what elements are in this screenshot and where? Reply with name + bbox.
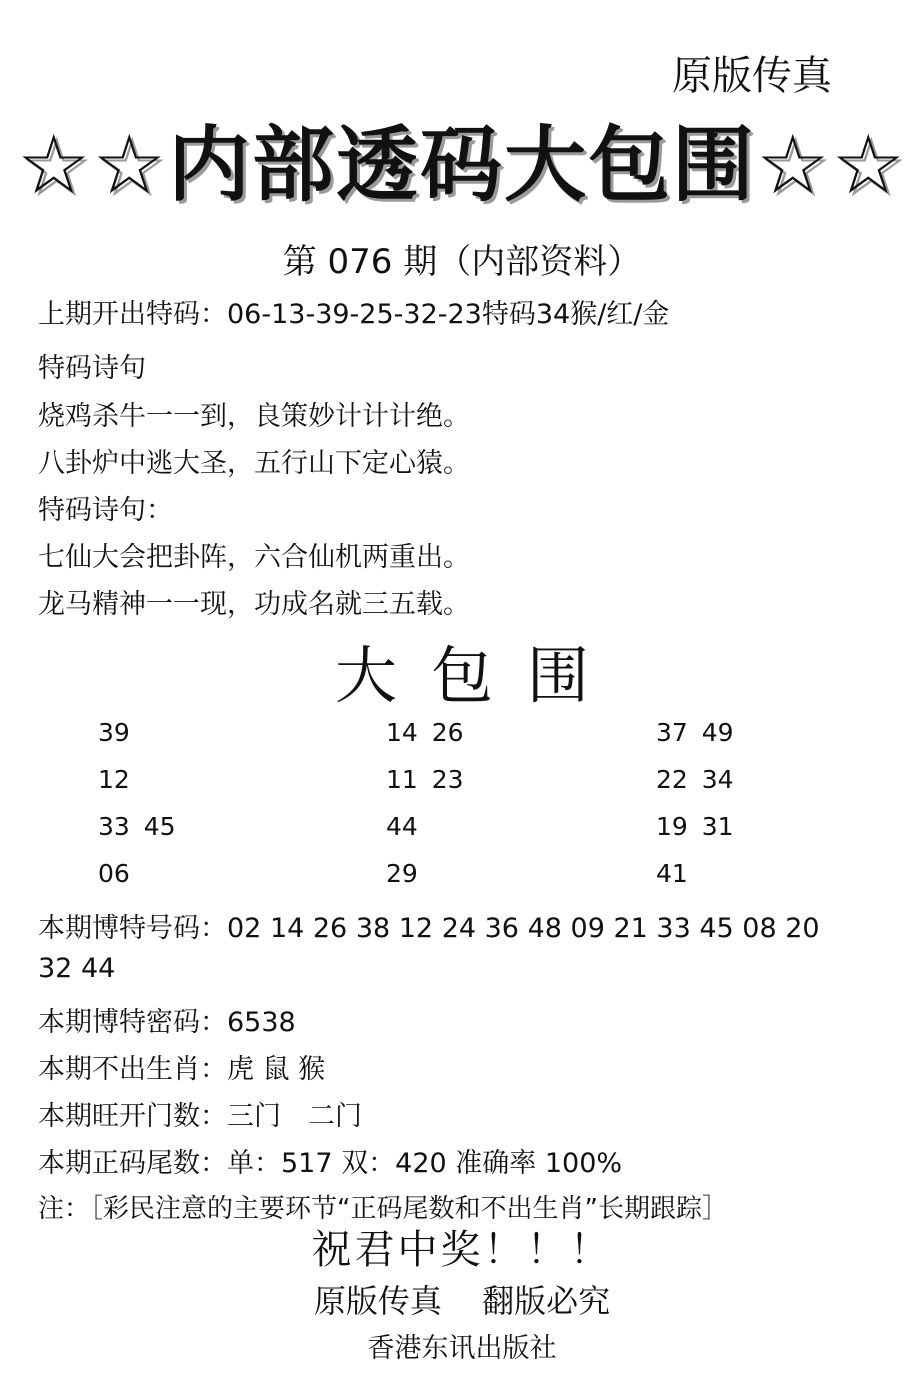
- grid-cell: 33 45: [98, 812, 176, 841]
- lucky-doors: 三门 二门: [227, 1101, 362, 1132]
- grid-cell: 37 49: [656, 718, 734, 747]
- secret-code-line: [38, 1000, 296, 1039]
- footer-line: [0, 1276, 924, 1322]
- tail-double: 双：420: [341, 1148, 447, 1179]
- grid-cell: 19 31: [656, 812, 734, 841]
- grid-cell: 12: [98, 765, 130, 794]
- excluded-zodiac-line: [38, 1047, 325, 1086]
- section-title: 大包围: [334, 639, 623, 712]
- grid-cell: 39: [98, 718, 130, 747]
- grid-cell: 06: [98, 859, 130, 888]
- publisher: 香港东讯出版社: [367, 1333, 557, 1364]
- secret-code: 6538: [227, 1007, 296, 1038]
- tail-label: 本期正码尾数：: [38, 1148, 227, 1179]
- accuracy: 准确率 100%: [455, 1148, 623, 1179]
- special-numbers-line: [38, 906, 820, 945]
- special-numbers: 02 14 26 38 12 24 36 48 09 21 33 45 08 20: [227, 913, 820, 944]
- grid-cell: 22 34: [656, 765, 734, 794]
- special-numbers-label: 本期博特号码：: [38, 913, 227, 944]
- secret-code-label: 本期博特密码：: [38, 1007, 227, 1038]
- note: 注：［彩民注意的主要环节“正码尾数和不出生肖”长期跟踪］: [38, 1194, 728, 1224]
- tail-single: 单：517: [227, 1148, 333, 1179]
- poem-line: 烧鸡杀牛一一到，良策妙计计计绝。: [38, 401, 470, 432]
- grid-cell: 29: [386, 859, 418, 888]
- grid-cell: 44: [386, 812, 418, 841]
- original-fax-label: 原版传真: [313, 1282, 442, 1320]
- last-draw-line: [38, 292, 669, 331]
- poem-line: 八卦炉中逃大圣，五行山下定心猿。: [38, 448, 470, 479]
- last-draw-numbers: 06-13-39-25-32-23: [227, 299, 482, 330]
- issue-number: 第 076 期（内部资料）: [282, 242, 642, 282]
- poem-line: 龙马精神一一现，功成名就三五载。: [38, 589, 470, 620]
- tail-digits-line: [38, 1141, 622, 1180]
- special-numbers-continued: 32 44: [38, 953, 116, 984]
- grid-cell: 14 26: [386, 718, 464, 747]
- page-title: ☆☆内部透码大包围☆☆: [16, 118, 908, 213]
- good-luck-message: 祝君中奖！！！: [311, 1227, 613, 1273]
- last-draw-special: 特码34猴/红/金: [481, 299, 670, 330]
- grid-cell: 41: [656, 859, 688, 888]
- lucky-doors-line: [38, 1094, 362, 1133]
- grid-cell: 11 23: [386, 765, 464, 794]
- poem-heading: 特码诗句：: [38, 495, 173, 526]
- excluded-zodiac: 虎 鼠 猴: [227, 1054, 326, 1085]
- poem-heading: 特码诗句: [38, 353, 146, 384]
- lucky-doors-label: 本期旺开门数：: [38, 1101, 227, 1132]
- poem-line: 七仙大会把卦阵，六合仙机两重出。: [38, 542, 470, 573]
- corner-label: 原版传真: [672, 53, 832, 99]
- excluded-zodiac-label: 本期不出生肖：: [38, 1054, 227, 1085]
- copyright-label: 翻版必究: [482, 1282, 611, 1320]
- last-draw-label: 上期开出特码：: [38, 299, 227, 330]
